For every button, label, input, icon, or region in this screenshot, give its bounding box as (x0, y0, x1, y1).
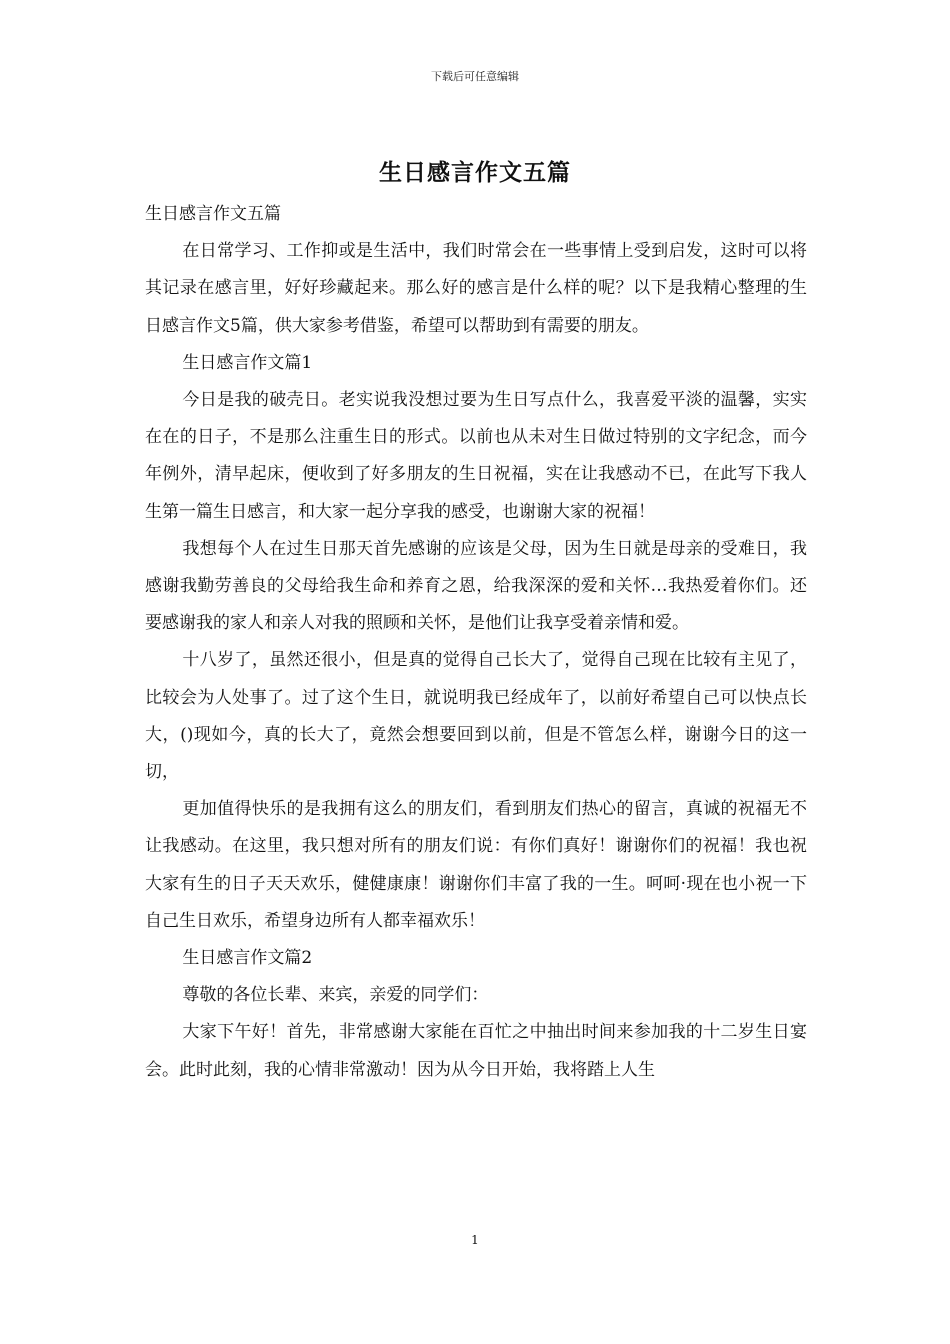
body-paragraph: 今日是我的破壳日。老实说我没想过要为生日写点什么，我喜爱平淡的温馨，实实在在的日子，不是那么注重生日的形式。以前也从未对生日做过特别的文字纪念，而今年例外，清早起床，便收到了好多朋友的生日祝福，实在让我感动不已，在此写下我人生第一篇生日感言，和大家一起分享我的感受，也谢谢大家的祝福！ (145, 390, 807, 522)
intro-paragraph: 在日常学习、工作抑或是生活中，我们时常会在一些事情上受到启发，这时可以将其记录在感言里，好好珍藏起来。那么好的感言是什么样的呢？以下是我精心整理的生日感言作文5篇，供大家参考借鉴，希望可以帮助到有需要的朋友。 (145, 241, 807, 336)
subtitle-paragraph: 生日感言作文五篇 (145, 204, 281, 224)
body-paragraph: 我想每个人在过生日那天首先感谢的应该是父母，因为生日就是母亲的受难日，我感谢我勤劳善良的父母给我生命和养育之恩，给我深深的爱和关怀…我热爱着你们。还要感谢我的家人和亲人对我的照顾和关怀，是他们让我享受着亲情和爱。 (145, 538, 807, 634)
section-heading: 生日感言作文篇1 (182, 352, 313, 373)
body-paragraph: 更加值得快乐的是我拥有这么的朋友们，看到朋友们热心的留言，真诚的祝福无不让我感动。在这里，我只想对所有的朋友们说：有你们真好！谢谢你们的祝福！我也祝大家有生的日子天天欢乐，健健康康！谢谢你们丰富了我的一生。呵呵·现在也小祝一下自己生日欢乐，希望身边所有人都幸福欢乐！ (145, 799, 807, 931)
document-body (145, 196, 807, 1089)
page-number: 1 (471, 1233, 479, 1247)
document-title: 生日感言作文五篇 (379, 159, 571, 186)
body-paragraph: 大家下午好！首先，非常感谢大家能在百忙之中抽出时间来参加我的十二岁生日宴会。此时此刻，我的心情非常激动！因为从今日开始，我将踏上人生 (145, 1022, 807, 1080)
section-heading: 生日感言作文篇2 (182, 948, 313, 969)
page-header: 下载后可任意编辑 (431, 70, 519, 83)
salutation-paragraph: 尊敬的各位长辈、来宾，亲爱的同学们： (182, 985, 489, 1006)
body-paragraph: 十八岁了，虽然还很小，但是真的觉得自己长大了，觉得自己现在比较有主见了，比较会为人处事了。过了这个生日，就说明我已经成年了，以前好希望自己可以快点长大，()现如今，真的长大了，竟然会想要回到以前，但是不管怎么样，谢谢今日的这一切， (145, 650, 807, 783)
